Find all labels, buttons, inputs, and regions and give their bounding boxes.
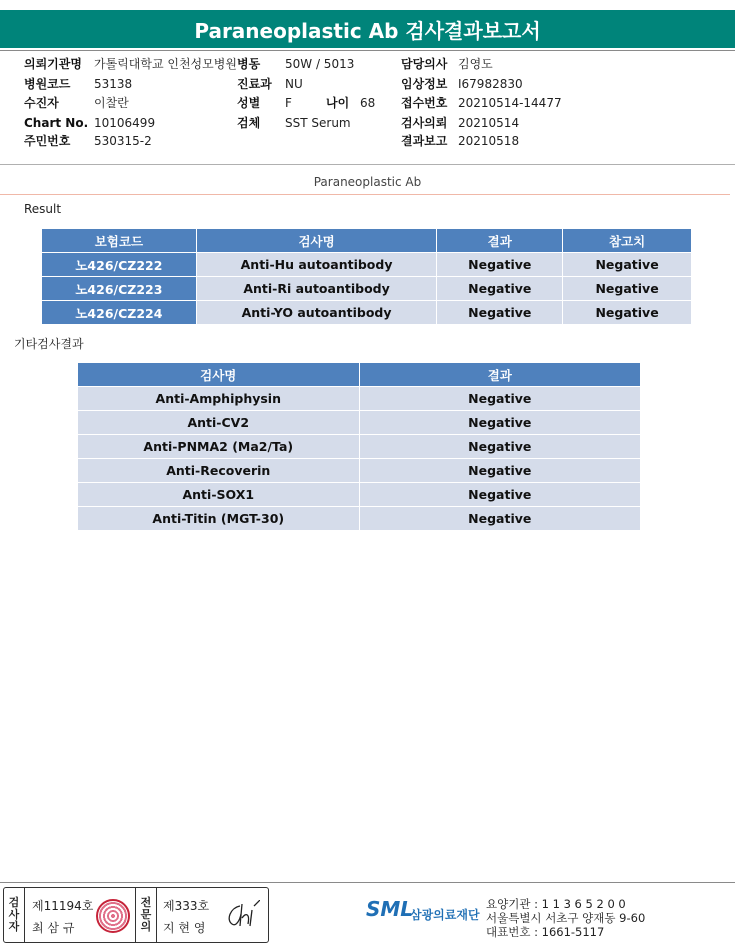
info-hospital-code — [24, 77, 254, 91]
info-value: 가톨릭대학교 인천성모병원 — [94, 57, 237, 71]
info-label: 결과보고 — [401, 134, 448, 148]
examiner-label-text: 검사자 — [8, 896, 20, 933]
info-value: F — [285, 96, 292, 110]
info-label: 접수번호 — [401, 96, 448, 110]
table-row — [78, 411, 641, 435]
test-name-cell: Anti-Recoverin — [78, 459, 360, 483]
reference-cell: Negative — [563, 253, 692, 277]
info-label: 담당의사 — [401, 57, 448, 71]
info-value: I67982830 — [458, 77, 523, 91]
result-cell: Negative — [437, 277, 563, 301]
result-cell: Negative — [437, 253, 563, 277]
test-name-cell: Anti-Titin (MGT-30) — [78, 507, 360, 531]
other-results-heading: 기타검사결과 — [14, 337, 84, 351]
col-insurance-code: 보험코드 — [42, 229, 197, 253]
info-label: 검사의뢰 — [401, 116, 448, 130]
col-reference: 참고치 — [563, 229, 692, 253]
info-label: 성별 — [237, 96, 261, 110]
table-row — [78, 387, 641, 411]
info-institution — [24, 57, 254, 71]
org-code: 요양기관 : 1 1 3 6 5 2 0 0 — [486, 897, 626, 911]
insurance-code-cell: 노426/CZ223 — [42, 277, 197, 301]
table-row — [78, 507, 641, 531]
org-phone: 대표번호 : 1661-5117 — [486, 925, 605, 939]
signature-icon — [224, 900, 260, 930]
info-value: 20210514 — [458, 116, 520, 130]
test-name-cell: Anti-Amphiphysin — [78, 387, 360, 411]
info-value: SST Serum — [285, 116, 351, 130]
other-header-row — [78, 363, 641, 387]
info-label: 주민번호 — [24, 134, 71, 148]
info-label: 나이 — [326, 96, 350, 110]
reference-cell: Negative — [563, 301, 692, 325]
table-row — [78, 483, 641, 507]
info-doctor — [401, 57, 551, 71]
info-value: 20210518 — [458, 134, 520, 148]
info-specimen — [237, 116, 367, 130]
info-value: 68 — [360, 96, 376, 110]
test-name-cell: Anti-SOX1 — [78, 483, 360, 507]
reviewer-name: 지 현 영 — [163, 921, 206, 935]
examiner-label — [4, 888, 25, 942]
info-value: 이찰란 — [94, 96, 129, 110]
info-sex-age — [237, 96, 377, 110]
org-address: 서울특별시 서초구 양재동 9-60 — [486, 911, 646, 925]
info-value: 김영도 — [458, 57, 493, 71]
header-divider — [0, 50, 735, 51]
sml-logo-icon: SML — [366, 897, 414, 921]
reference-cell: Negative — [563, 277, 692, 301]
result-cell: Negative — [359, 483, 640, 507]
insurance-code-cell: 노426/CZ222 — [42, 253, 197, 277]
info-id-no — [24, 134, 254, 148]
info-label: Chart No. — [24, 116, 89, 130]
info-label: 임상정보 — [401, 77, 448, 91]
examiner-license: 제11194호 — [32, 899, 94, 913]
table-row — [42, 253, 692, 277]
info-department — [237, 77, 367, 91]
result-cell: Negative — [359, 387, 640, 411]
signature-box — [3, 887, 269, 943]
reviewer-license: 제333호 — [163, 899, 210, 913]
section-label: Paraneoplastic Ab — [313, 175, 422, 189]
org-name: 삼광의료재단 — [410, 908, 480, 922]
section-divider — [0, 194, 730, 195]
reviewer-label-text: 전문의 — [140, 896, 152, 933]
info-label: 진료과 — [237, 77, 272, 91]
result-cell: Negative — [359, 459, 640, 483]
info-label: 병원코드 — [24, 77, 71, 91]
col-result: 결과 — [359, 363, 640, 387]
other-results-table — [77, 362, 641, 531]
info-ward — [237, 57, 367, 71]
test-name-cell: Anti-PNMA2 (Ma2/Ta) — [78, 435, 360, 459]
col-test-name: 검사명 — [196, 229, 437, 253]
info-value: 50W / 5013 — [285, 57, 355, 71]
info-label: 검체 — [237, 116, 261, 130]
info-value: NU — [285, 77, 303, 91]
result-header-row — [42, 229, 692, 253]
reviewer-label — [135, 888, 157, 942]
info-report-date — [401, 134, 551, 148]
test-name-cell: Anti-Hu autoantibody — [196, 253, 437, 277]
info-receipt — [401, 96, 562, 110]
info-patient — [24, 96, 254, 110]
table-row — [42, 301, 692, 325]
info-label: 병동 — [237, 57, 261, 71]
info-clinical — [401, 77, 551, 91]
info-value: 20210514-14477 — [458, 96, 562, 110]
info-label: 의뢰기관명 — [24, 57, 82, 71]
info-value: 10106499 — [94, 116, 156, 130]
table-row — [78, 459, 641, 483]
footer-divider — [0, 882, 735, 883]
report-title: Paraneoplastic Ab 검사결과보고서 — [0, 10, 735, 48]
col-result: 결과 — [437, 229, 563, 253]
result-cell: Negative — [359, 411, 640, 435]
info-divider — [0, 164, 735, 165]
result-heading: Result — [24, 202, 62, 216]
examiner-seal-icon — [96, 899, 130, 933]
info-request-date — [401, 116, 551, 130]
info-value: 53138 — [94, 77, 133, 91]
result-cell: Negative — [359, 435, 640, 459]
result-cell: Negative — [359, 507, 640, 531]
info-chart-no — [24, 116, 254, 130]
test-name-cell: Anti-CV2 — [78, 411, 360, 435]
result-cell: Negative — [437, 301, 563, 325]
info-value: 530315-2 — [94, 134, 152, 148]
insurance-code-cell: 노426/CZ224 — [42, 301, 197, 325]
examiner-name: 최 삼 규 — [32, 921, 75, 935]
table-row — [78, 435, 641, 459]
result-table — [41, 228, 692, 325]
table-row — [42, 277, 692, 301]
col-test-name: 검사명 — [78, 363, 360, 387]
info-label: 수진자 — [24, 96, 59, 110]
test-name-cell: Anti-YO autoantibody — [196, 301, 437, 325]
test-name-cell: Anti-Ri autoantibody — [196, 277, 437, 301]
